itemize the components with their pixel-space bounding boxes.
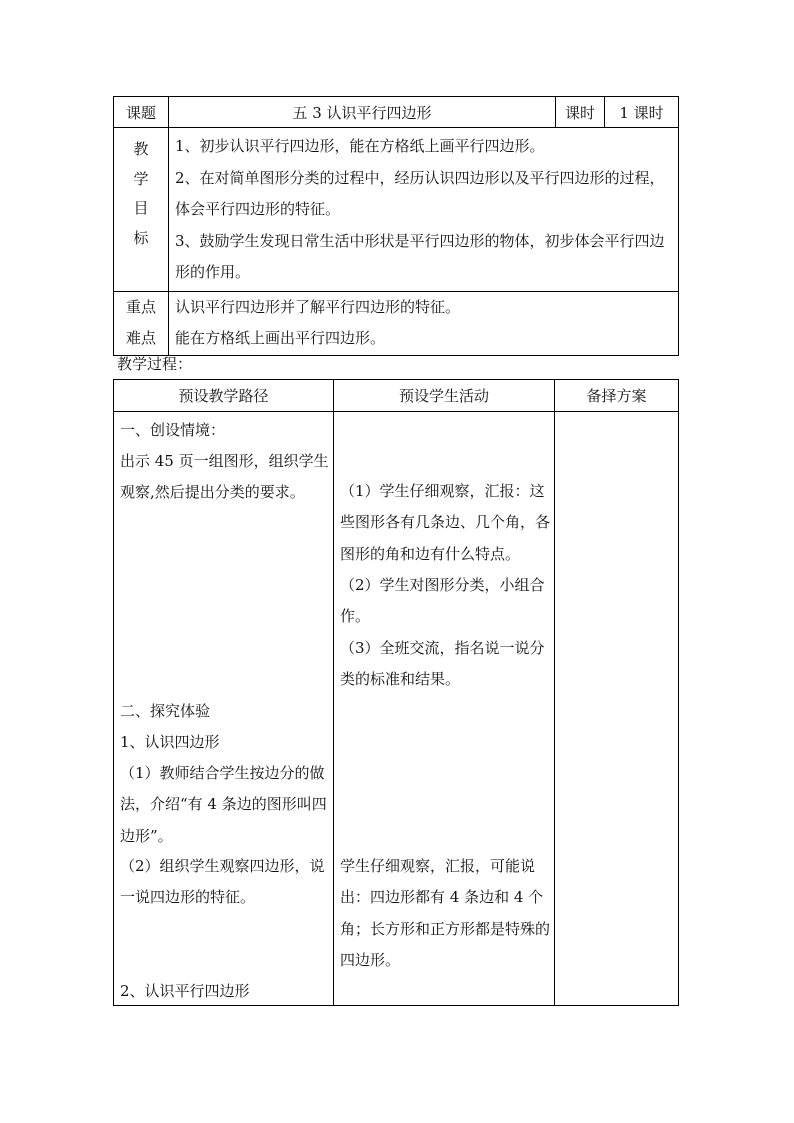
topic-label: 课题 [114, 97, 169, 128]
goals-label-char: 学 [133, 169, 149, 188]
lesson-info-table [113, 96, 679, 356]
process-title: 教学过程： [117, 355, 193, 373]
teacher-step: 出示 45 页一组图形，组织学生观察,然后提出分类的要求。 [120, 452, 329, 502]
alternative-plan-cell [555, 412, 679, 1006]
key-row [114, 291, 679, 355]
goals-label-char: 教 [133, 140, 149, 158]
difficult-point: 能在方格纸上画出平行四边形。 [175, 329, 386, 347]
period-label: 课时 [556, 97, 605, 128]
key-label [114, 291, 169, 355]
teaching-process-table [113, 379, 679, 1006]
student-activity-cell [334, 412, 555, 1006]
goals-label [114, 128, 169, 292]
student-activity: （2）学生对图形分类，小组合作。 [340, 576, 545, 626]
goal-item: 3、鼓励学生发现日常生活中形状是平行四边形的物体，初步体会平行四边形的作用。 [175, 231, 665, 281]
goals-row [114, 128, 679, 292]
teacher-step: （1）教师结合学生按边分的做法，介绍“有 4 条边的图形叫四边形”。 [120, 764, 327, 845]
header-teacher-path: 预设教学路径 [114, 380, 334, 412]
process-header-row [114, 380, 679, 412]
header-alternative: 备择方案 [555, 380, 679, 412]
teacher-step: 二、探究体验 [120, 702, 211, 720]
goals-label-char: 标 [133, 228, 149, 247]
teacher-step: 一、创设情境： [120, 421, 226, 439]
key-label-text: 难点 [125, 329, 156, 347]
goal-item: 1、初步认识平行四边形，能在方格纸上画平行四边形。 [175, 137, 545, 155]
topic-value: 五 3 认识平行四边形 [169, 97, 556, 128]
header-student-activity: 预设学生活动 [334, 380, 555, 412]
key-content [169, 291, 679, 355]
key-label-text: 重点 [125, 297, 156, 316]
student-activity: （1）学生仔细观察，汇报：这些图形各有几条边、几个角，各图形的角和边有什么特点。 [340, 482, 551, 563]
topic-row [114, 97, 679, 128]
goals-content [169, 128, 679, 292]
student-activity: （3）全班交流，指名说一说分类的标准和结果。 [340, 639, 545, 689]
period-value: 1 课时 [605, 97, 679, 128]
process-body-row [114, 412, 679, 1006]
teacher-step: 1、认识四边形 [120, 733, 220, 751]
student-activity: 学生仔细观察，汇报，可能说出：四边形都有 4 条边和 4 个角；长方形和正方形都是特殊的四边形。 [340, 857, 551, 969]
goal-item: 2、在对简单图形分类的过程中，经历认识四边形以及平行四边形的过程，体会平行四边形的特征。 [175, 168, 665, 218]
key-point: 认识平行四边形并了解平行四边形的特征。 [175, 297, 461, 316]
goals-label-char: 目 [133, 199, 149, 217]
teacher-path-cell [114, 412, 334, 1006]
teacher-step: 2、认识平行四边形 [120, 982, 250, 1000]
teacher-step: （2）组织学生观察四边形，说一说四边形的特征。 [120, 857, 325, 907]
